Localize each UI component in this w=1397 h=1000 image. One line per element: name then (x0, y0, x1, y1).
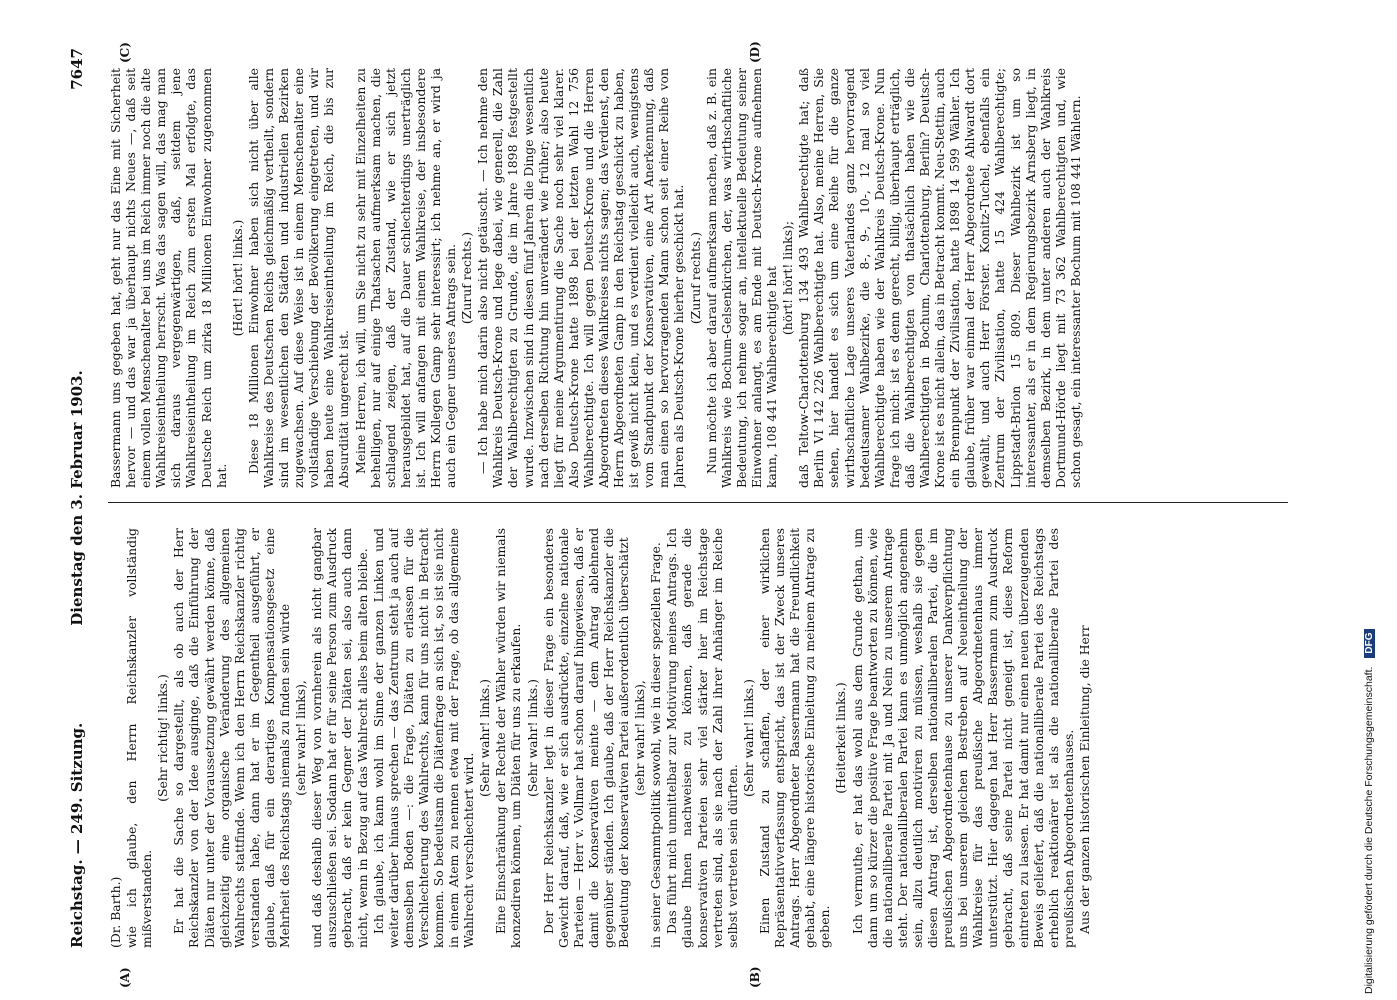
rotated-newspaper-sheet (48, 38, 1348, 988)
interjection: (Zuruf rechts.) (459, 231, 475, 325)
interjection: (Sehr wahr! links.) (477, 679, 493, 797)
paragraph: — Ich habe mich darin also nicht getäuscht. — Ich nehme den Wahlkreis Deutsch-Krone und lege dabei, wie generell, die Zahl der Wahlberechtigten zu Grunde, die im Jahre 1898 festgestellt wurde. Inzwischen sind in diesen fünf Jahren die Dinge wesentlich nach derselben Richtung hin unverändert wie früher; also heute liegt für meine Argumentirung die Sache noch sehr viel klarer. Also Deutsch-Krone hatte 1898 bei der letzten Wahl 12 756 Wahlberechtigte. Ich will gegen Deutsch-Krone und die Herren Abgeordneten dieses Wahlkreises nichts sagen; das Verdienst, den Herrn Abgeordneten Gamp in den Reichstag geschickt zu haben, ist gewiß nicht klein, und es verdient vielleicht auch, wenigstens vom Standpunkt der Konservativen, eine Art Anerkennung, daß man einen so hervorragenden Mann schon seit einer Reihe von Jahren als Deutsch-Krone hierher geschickt hat. (475, 68, 687, 488)
right-text-column (108, 68, 1298, 488)
paragraph: Bassermann uns gegeben hat, geht nur das Eine mit Sicherheit hervor — und das war ja überhaupt nichts Neues —, daß seit einem vollen Menschenalter bei uns im Reich immer noch die alte Wahlkreiseintheilung herrscht. Was das sagen will, das mag man sich daraus vergegenwärtigen, daß, seitdem jene Wahlkreiseintheilung im Reich zum ersten Mal erfolgte, das Deutsche Reich um zirka 18 Millionen Einwohner zugenommen hat. (108, 68, 229, 488)
interjection: (Zuruf rechts.) (687, 231, 703, 325)
paragraph: Das führt mich unmittelbar zur Motivirung meines Antrags. Ich glaube Ihnen nachweisen zu können, daß gerade die konservativen Parteien sehr viel stärker hier im Reichstage vertreten sind, als sie nach der Zahl ihrer Anhänger im Reiche selbst vertreten sein dürften. (664, 528, 740, 948)
paragraph: Meine Herren, ich will, um Sie nicht zu sehr mit Einzelheiten zu behelligen, nur auf einige Thatsachen aufmerksam machen, die schlagend zeigen, daß der Zustand, wie er sich jetzt herausgebildet hat, auf die Dauer schlechterdings unerträglich ist. Ich will anfangen mit einem Wahlkreise, der insbesondere Herrn Kollegen Gamp sehr interessirt; ich nehme an, er wird ja auch ein Gegner unseres Antrags sein. (352, 68, 459, 488)
header-center: Dienstag den 3. Februar 1903. (68, 370, 86, 626)
left-text-column (108, 528, 1298, 948)
paragraph: Aus der ganzen historischen Einleitung, die Herr (1076, 625, 1092, 934)
paragraph: in seiner Gesammtpolitik sowohl, wie in dieser speziellen Frage. (648, 542, 664, 948)
dfg-logo: DFG (1364, 629, 1375, 658)
margin-mark-b: (B) (748, 966, 762, 988)
paragraph: Ich glaube, ich kann wohl im Sinne der ganzen Linken und weiter darüber hinaus sprechen — das Zentrum steht ja auch auf demselben Boden —: die Frage, Diäten zu erlassen für die Verschlechterung des Wahlrechts, kann für uns nicht in Betracht kommen. So bedeutsam die Diätenfrage an sich ist, so ist sie nicht in einem Atem zu nennen etwa mit der Frage, ob das allgemeine Wahlrecht verschlechtert wird. (370, 528, 477, 948)
paragraph: Ich vermuthe, er hat das wohl aus dem Grunde gethan, um dann um so kürzer die positive Frage beantworten zu können, wie die nationalliberale Partei mit Ja und Nein zu unserem Antrage steht. Der nationalliberalen Partei kann es unmöglich angenehm sein, allzu deutlich motiviren zu müssen, weshalb sie gegen diesen Antrag ist, derselben nationalliberalen Partei, die im preußischen Abgeordnetenhause zu unserer Dankverpflichtung uns bei unserem gleichen Bestreben auf Neueintheilung der Wahlkreise für das preußische Abgeordnetenhaus immer unterstützt. Hier dagegen hat Herr Bassermann zum Ausdruck gebracht, daß seine Partei nicht geneigt ist, diese Reform eintreten zu lassen. Er hat damit nur einen neuen überzeugenden Beweis geliefert, daß die nationalliberale Partei des Reichstags erheblich reaktionärer ist als die nationalliberale Partei des preußischen Abgeordnetenhauses. (849, 528, 1076, 948)
interjection: (sehr wahr! links), (632, 680, 648, 796)
funding-text: Digitalisierung gefördert durch die Deutsche Forschungsgemeinschaft. (1363, 666, 1375, 994)
paragraph: Der Herr Reichskanzler legt in dieser Frage ein besonderes Gewicht darauf, daß, wie er sich ausdrückte, einzelne nationale Parteien — Herr v. Vollmar hat schon darauf hingewiesen, daß er damit die Konservativen meinte — dem Antrag ablehnend gegenüber ständen. Ich glaube, daß der Herr Reichskanzler die Bedeutung der konservativen Partei außerordentlich überschätzt (540, 528, 632, 948)
funding-note (1363, 4, 1383, 994)
page-header (68, 38, 92, 958)
column-divider (108, 502, 1288, 503)
interjection: (Sehr wahr! links.) (740, 679, 756, 797)
paragraph: wie ich glaube, den Herrn Reichskanzler vollständig mißverstanden. (124, 528, 155, 948)
paragraph: Nun möchte ich aber darauf aufmerksam machen, daß z. B. ein Wahlkreis wie Bochum-Gelsenkirchen, der, was wirthschaftliche Bedeutung, ich nehme sogar an, intellektuelle Bedeutung seiner Einwohner anlangt, es am Ende mit Deutsch-Krone aufnehmen kann, 108 441 Wahlberechtigte hat (703, 68, 780, 488)
margin-mark-c: (C) (118, 42, 132, 63)
paragraph: daß Teltow-Charlottenburg 134 493 Wahlberechtigte hat; daß Berlin VI 142 226 Wahlberechtigte hat. Also, meine Herren, Sie sehen, hier handelt es sich um eine Reihe für die ganze wirthschaftliche Lage unseres Vaterlandes ganz hervorragend bedeutsamer Wahlbezirke, die 8-, 9-, 10-, 12 mal so viel Wahlberechtigte haben wie der Wahlkreis Deutsch-Krone. Nun frage ich mich: ist es denn gerecht, billig, überhaupt erträglich, daß die Wahlberechtigten von thatsächlich haben wie die Wahlberechtigten in Bochum, Charlottenburg, Berlin? Deutsch-Krone ist es nicht allein, das in Betracht kommt. Neu-Stettin, auch ein Brennpunkt der Zivilisation, hatte 1898 14 599 Wähler. Ich glaube, früher war einmal der Herr Abgeordnete Ahlwardt dort gewählt, und auch Herr Förster. Konitz-Tuchel, ebenfalls ein Zentrum der Zivilisation, hatte 15 424 Wahlberechtigte; Lippstadt-Brilon 15 809. Dieser Wahlbezirk ist um so interessanter, als er in dem Regierungsbezirk Arnsberg liegt, in demselben Bezirk, in dem unter anderen auch der Wahlkreis Dortmund-Hörde liegt mit 73 362 Wahlberechtigten und, wie schon gesagt, ein interessanter Bochum mit 108 441 Wählern. (796, 68, 1083, 488)
margin-mark-a: (A) (118, 967, 132, 988)
margin-mark-d: (D) (748, 41, 762, 63)
paragraph: und daß deshalb dieser Weg von vornherein als nicht gangbar auszuschließen sei. Sodann hat er für seine Person zum Ausdruck gebracht, daß er kein Gegner der Diäten sei, also auch dann nicht, wenn in Bezug auf das Wahlrecht alles beim alten bleibe. (309, 528, 370, 948)
paragraph: Einen Zustand zu schaffen, der einer wirklichen Repräsentativverfassung entspricht, das ist der Zweck unseres Antrags. Herr Abgeordneter Bassermann hat die Freundlichkeit gehabt, eine längere historische Einleitung zu meinem Antrage zu geben. (756, 528, 833, 948)
interjection: (Sehr wahr! links.) (524, 679, 540, 797)
interjection: (Sehr richtig! links.) (155, 674, 171, 802)
page-number: 7647 (68, 48, 86, 90)
paragraph: Diese 18 Millionen Einwohner haben sich nicht über alle Wahlkreise des Deutschen Reichs gleichmäßig vertheilt, sondern sind im wesentlichen den Städten und industriellen Bezirken zugewachsen. Auf diese Weise ist in einem Menschenalter eine vollständige Verschiebung der Bevölkerung eingetreten, und wir haben heute eine Wahlkreiseintheilung im Reich, die bis zur Absurdität ungerecht ist. (245, 68, 352, 488)
interjection: (sehr wahr! links), (293, 680, 309, 796)
interjection: (Hört! hört! links.) (229, 219, 245, 337)
paragraph: Eine Einschränkung der Rechte der Wähler würden wir niemals konzediren können, um Diäten für uns zu erkaufen. (493, 528, 524, 948)
header-left: Reichstag. — 249. Sitzung. (68, 722, 86, 948)
interjection: (hört! hört! links); (780, 220, 796, 336)
interjection: (Heiterkeit links.) (833, 682, 849, 794)
paragraph: Er hat die Sache so dargestellt, als ob auch der Herr Reichskanzler von der Idee ausginge, daß die Einführung der Diäten nur unter der Voraussetzung gewährt werden könne, daß gleichzeitig eine organische Veränderung des allgemeinen Wahlrechts stattfinde. Wenn ich den Herrn Reichskanzler richtig verstanden habe, dann hat er im Gegentheil ausgeführt, er glaube, daß für ein derartiges Kompensationsgesetz eine Mehrheit des Reichstags niemals zu finden sein würde (171, 528, 293, 948)
paragraph: (Dr. Barth.) (108, 876, 123, 948)
